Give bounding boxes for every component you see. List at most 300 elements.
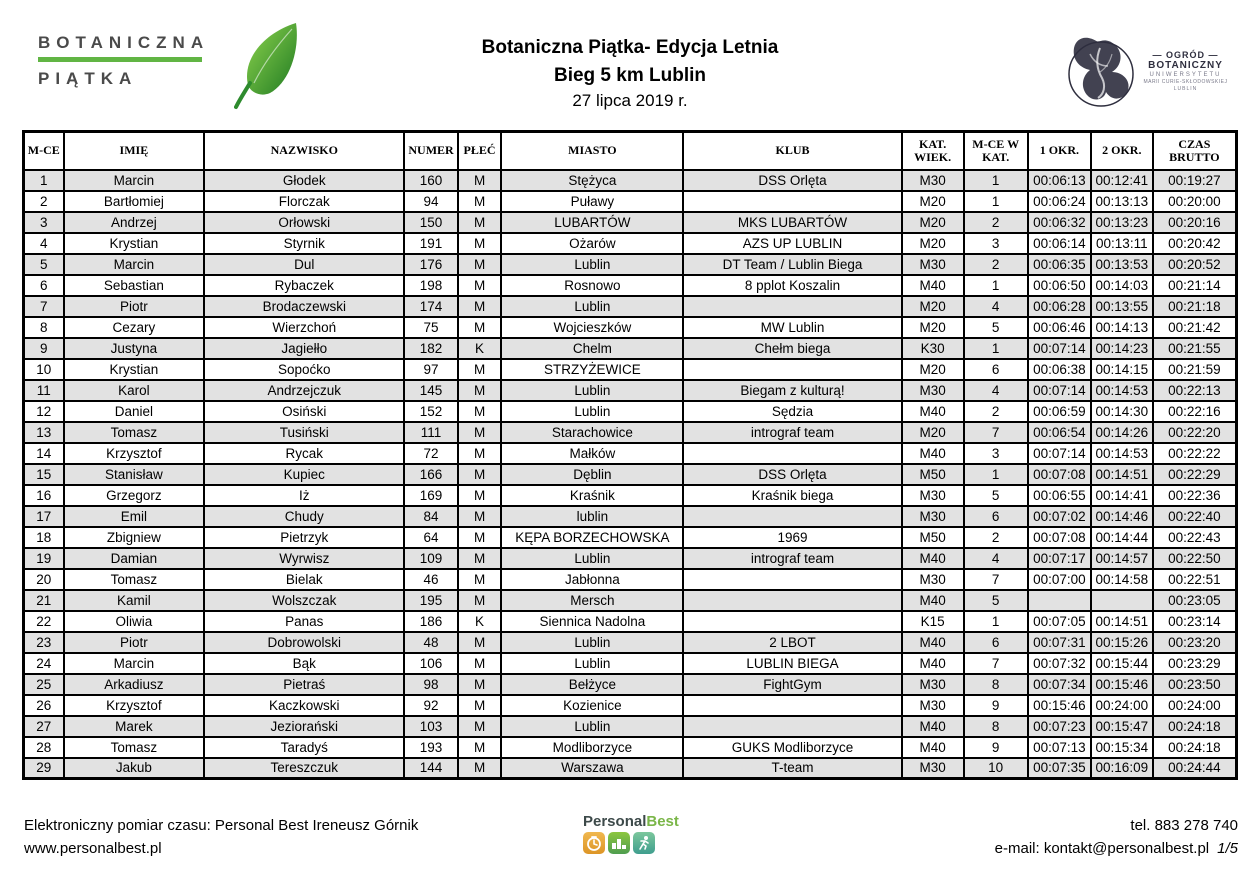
table-cell: M30 bbox=[902, 506, 964, 527]
table-cell: Kraśnik bbox=[501, 485, 683, 506]
table-cell: M30 bbox=[902, 170, 964, 191]
table-cell: 00:20:16 bbox=[1153, 212, 1237, 233]
table-cell: 8 bbox=[964, 716, 1028, 737]
table-cell: STRZYŻEWICE bbox=[501, 359, 683, 380]
table-cell: Justyna bbox=[64, 338, 205, 359]
table-cell: Dobrowolski bbox=[204, 632, 404, 653]
table-cell: 8 bbox=[24, 317, 64, 338]
table-cell: LUBARTÓW bbox=[501, 212, 683, 233]
table-cell: Stanisław bbox=[64, 464, 205, 485]
table-cell: Jagiełło bbox=[204, 338, 404, 359]
table-cell: 00:07:14 bbox=[1028, 443, 1091, 464]
page-header bbox=[0, 0, 1260, 128]
table-cell bbox=[683, 443, 901, 464]
table-cell: 5 bbox=[964, 317, 1028, 338]
table-cell: 10 bbox=[24, 359, 64, 380]
table-cell: 176 bbox=[404, 254, 457, 275]
table-cell: 00:15:34 bbox=[1091, 737, 1153, 758]
table-cell: 00:06:50 bbox=[1028, 275, 1091, 296]
table-cell: Mersch bbox=[501, 590, 683, 611]
table-cell: GUKS Modliborzyce bbox=[683, 737, 901, 758]
table-cell bbox=[1091, 590, 1153, 611]
table-cell: 00:06:46 bbox=[1028, 317, 1091, 338]
table-cell: 00:14:41 bbox=[1091, 485, 1153, 506]
table-cell: 00:14:53 bbox=[1091, 443, 1153, 464]
table-cell: M bbox=[458, 653, 502, 674]
table-cell: 00:14:23 bbox=[1091, 338, 1153, 359]
table-cell: 00:23:29 bbox=[1153, 653, 1237, 674]
table-cell: 00:07:14 bbox=[1028, 380, 1091, 401]
table-cell: 00:22:51 bbox=[1153, 569, 1237, 590]
table-cell: M bbox=[458, 506, 502, 527]
table-row bbox=[24, 548, 1237, 569]
table-cell: Jabłonna bbox=[501, 569, 683, 590]
table-cell: Lublin bbox=[501, 716, 683, 737]
table-cell: Lublin bbox=[501, 653, 683, 674]
table-cell: 00:21:55 bbox=[1153, 338, 1237, 359]
table-cell: 92 bbox=[404, 695, 457, 716]
table-cell: 166 bbox=[404, 464, 457, 485]
column-header: 1 OKR. bbox=[1028, 132, 1091, 170]
table-cell: Arkadiusz bbox=[64, 674, 205, 695]
table-cell: LUBLIN BIEGA bbox=[683, 653, 901, 674]
logo-line2: PIĄTKA bbox=[38, 69, 138, 88]
table-cell: 29 bbox=[24, 758, 64, 779]
table-cell: 00:22:29 bbox=[1153, 464, 1237, 485]
table-cell: 75 bbox=[404, 317, 457, 338]
table-cell: Starachowice bbox=[501, 422, 683, 443]
table-cell: 1 bbox=[964, 170, 1028, 191]
column-header: MIASTO bbox=[501, 132, 683, 170]
table-cell: 1 bbox=[964, 611, 1028, 632]
table-cell: 00:13:53 bbox=[1091, 254, 1153, 275]
table-cell: 00:20:52 bbox=[1153, 254, 1237, 275]
table-cell: DT Team / Lublin Biega bbox=[683, 254, 901, 275]
table-cell: 2 bbox=[964, 401, 1028, 422]
table-cell: 00:22:40 bbox=[1153, 506, 1237, 527]
table-cell: M30 bbox=[902, 674, 964, 695]
table-cell: Kamil bbox=[64, 590, 205, 611]
table-cell bbox=[683, 695, 901, 716]
table-cell: 46 bbox=[404, 569, 457, 590]
table-cell: M40 bbox=[902, 653, 964, 674]
table-cell: lublin bbox=[501, 506, 683, 527]
table-cell: M bbox=[458, 296, 502, 317]
runner-icon bbox=[633, 832, 655, 854]
table-cell: Grzegorz bbox=[64, 485, 205, 506]
table-cell: 186 bbox=[404, 611, 457, 632]
table-cell: M bbox=[458, 233, 502, 254]
table-row bbox=[24, 212, 1237, 233]
table-cell: 00:12:41 bbox=[1091, 170, 1153, 191]
table-cell: M bbox=[458, 422, 502, 443]
table-cell: M bbox=[458, 716, 502, 737]
table-cell: 00:14:15 bbox=[1091, 359, 1153, 380]
table-cell: 5 bbox=[964, 485, 1028, 506]
table-cell: 3 bbox=[964, 443, 1028, 464]
table-cell: M40 bbox=[902, 590, 964, 611]
table-cell: 00:23:50 bbox=[1153, 674, 1237, 695]
table-cell: 1 bbox=[964, 191, 1028, 212]
personalbest-icons bbox=[583, 832, 703, 854]
table-cell: 00:07:08 bbox=[1028, 464, 1091, 485]
table-cell: M bbox=[458, 359, 502, 380]
table-cell: 4 bbox=[964, 380, 1028, 401]
table-cell: 169 bbox=[404, 485, 457, 506]
table-cell: 24 bbox=[24, 653, 64, 674]
table-cell: Marcin bbox=[64, 653, 205, 674]
table-cell: 19 bbox=[24, 548, 64, 569]
table-cell: 97 bbox=[404, 359, 457, 380]
table-cell: M30 bbox=[902, 695, 964, 716]
table-cell: Tomasz bbox=[64, 422, 205, 443]
table-cell: M bbox=[458, 170, 502, 191]
table-row bbox=[24, 401, 1237, 422]
results-table-body bbox=[24, 170, 1237, 779]
table-cell: Cezary bbox=[64, 317, 205, 338]
table-cell: Kozienice bbox=[501, 695, 683, 716]
table-cell: 182 bbox=[404, 338, 457, 359]
table-cell: 00:13:13 bbox=[1091, 191, 1153, 212]
table-cell: 00:15:46 bbox=[1028, 695, 1091, 716]
table-cell: M bbox=[458, 590, 502, 611]
title-line2: Bieg 5 km Lublin bbox=[553, 64, 707, 86]
table-cell: M bbox=[458, 317, 502, 338]
table-cell: 00:23:14 bbox=[1153, 611, 1237, 632]
table-cell: Bąk bbox=[204, 653, 404, 674]
table-cell: Wierzchoń bbox=[204, 317, 404, 338]
table-cell: Kraśnik biega bbox=[683, 485, 901, 506]
table-cell: 00:14:58 bbox=[1091, 569, 1153, 590]
table-row bbox=[24, 275, 1237, 296]
table-row bbox=[24, 380, 1237, 401]
table-cell: 2 LBOT bbox=[683, 632, 901, 653]
table-cell: 00:14:03 bbox=[1091, 275, 1153, 296]
table-cell: 00:14:26 bbox=[1091, 422, 1153, 443]
table-cell: 00:14:51 bbox=[1091, 464, 1153, 485]
personalbest-word-best: Best bbox=[646, 813, 679, 830]
table-cell: Chelm bbox=[501, 338, 683, 359]
table-cell: Iż bbox=[204, 485, 404, 506]
table-cell: 4 bbox=[24, 233, 64, 254]
table-cell: Biegam z kulturą! bbox=[683, 380, 901, 401]
table-cell: 27 bbox=[24, 716, 64, 737]
table-cell: Jakub bbox=[64, 758, 205, 779]
table-cell: 00:06:13 bbox=[1028, 170, 1091, 191]
table-cell: 00:21:42 bbox=[1153, 317, 1237, 338]
table-row bbox=[24, 359, 1237, 380]
table-cell: M30 bbox=[902, 254, 964, 275]
table-cell: Brodaczewski bbox=[204, 296, 404, 317]
table-row bbox=[24, 443, 1237, 464]
table-cell: 109 bbox=[404, 548, 457, 569]
table-cell: Lublin bbox=[501, 296, 683, 317]
personalbest-word-personal: Personal bbox=[583, 813, 647, 830]
table-cell: Bielak bbox=[204, 569, 404, 590]
table-row bbox=[24, 233, 1237, 254]
botanical-garden-logo bbox=[1060, 28, 1230, 118]
table-cell: 48 bbox=[404, 632, 457, 653]
table-row bbox=[24, 716, 1237, 737]
table-cell: 94 bbox=[404, 191, 457, 212]
table-cell: 9 bbox=[24, 338, 64, 359]
table-cell: 6 bbox=[964, 359, 1028, 380]
table-cell: 00:20:00 bbox=[1153, 191, 1237, 212]
table-row bbox=[24, 611, 1237, 632]
table-cell: Puławy bbox=[501, 191, 683, 212]
garden-logo-line5: LUBLIN bbox=[1173, 86, 1198, 92]
table-cell: Tereszczuk bbox=[204, 758, 404, 779]
table-cell: M20 bbox=[902, 422, 964, 443]
table-cell: M50 bbox=[902, 464, 964, 485]
table-cell: 8 pplot Koszalin bbox=[683, 275, 901, 296]
table-cell: 00:22:16 bbox=[1153, 401, 1237, 422]
column-header: KAT. WIEK. bbox=[902, 132, 964, 170]
table-cell: Orłowski bbox=[204, 212, 404, 233]
personalbest-wordmark bbox=[583, 813, 703, 830]
table-cell: 15 bbox=[24, 464, 64, 485]
table-cell: 18 bbox=[24, 527, 64, 548]
table-cell: Chudy bbox=[204, 506, 404, 527]
table-cell: Ożarów bbox=[501, 233, 683, 254]
table-cell: intrograf team bbox=[683, 422, 901, 443]
table-cell: M20 bbox=[902, 212, 964, 233]
table-cell: M30 bbox=[902, 380, 964, 401]
table-cell: 00:22:43 bbox=[1153, 527, 1237, 548]
table-cell: 111 bbox=[404, 422, 457, 443]
table-cell: 6 bbox=[24, 275, 64, 296]
table-cell: 2 bbox=[964, 254, 1028, 275]
table-cell: 7 bbox=[964, 653, 1028, 674]
table-cell: 00:07:13 bbox=[1028, 737, 1091, 758]
table-cell: 00:06:54 bbox=[1028, 422, 1091, 443]
table-cell: M bbox=[458, 401, 502, 422]
table-cell: Lublin bbox=[501, 254, 683, 275]
table-cell: 16 bbox=[24, 485, 64, 506]
table-cell: Rosnowo bbox=[501, 275, 683, 296]
table-cell: Piotr bbox=[64, 632, 205, 653]
table-cell: T-team bbox=[683, 758, 901, 779]
table-cell: M bbox=[458, 275, 502, 296]
table-cell: Pietraś bbox=[204, 674, 404, 695]
table-cell: Emil bbox=[64, 506, 205, 527]
table-cell: 103 bbox=[404, 716, 457, 737]
table-cell: 5 bbox=[24, 254, 64, 275]
table-cell: Lublin bbox=[501, 401, 683, 422]
table-cell: 195 bbox=[404, 590, 457, 611]
table-cell: Oliwia bbox=[64, 611, 205, 632]
table-cell: M bbox=[458, 674, 502, 695]
table-header-row bbox=[24, 132, 1237, 170]
table-cell: 00:14:57 bbox=[1091, 548, 1153, 569]
column-header: NUMER bbox=[404, 132, 457, 170]
table-cell: 1 bbox=[24, 170, 64, 191]
table-cell: M bbox=[458, 527, 502, 548]
table-cell: 7 bbox=[964, 569, 1028, 590]
table-row bbox=[24, 653, 1237, 674]
table-cell: 84 bbox=[404, 506, 457, 527]
table-cell: 00:24:18 bbox=[1153, 716, 1237, 737]
table-cell: AZS UP LUBLIN bbox=[683, 233, 901, 254]
table-cell: 00:07:14 bbox=[1028, 338, 1091, 359]
table-cell: 9 bbox=[964, 737, 1028, 758]
results-table-container bbox=[22, 130, 1238, 780]
table-row bbox=[24, 506, 1237, 527]
table-cell: Lublin bbox=[501, 380, 683, 401]
table-cell: 00:24:00 bbox=[1153, 695, 1237, 716]
table-cell: K30 bbox=[902, 338, 964, 359]
table-cell: M40 bbox=[902, 401, 964, 422]
table-cell: M40 bbox=[902, 716, 964, 737]
table-cell: 144 bbox=[404, 758, 457, 779]
table-cell: Głodek bbox=[204, 170, 404, 191]
table-cell: Sopoćko bbox=[204, 359, 404, 380]
table-row bbox=[24, 422, 1237, 443]
table-cell bbox=[683, 506, 901, 527]
table-cell: K15 bbox=[902, 611, 964, 632]
table-cell: 00:13:11 bbox=[1091, 233, 1153, 254]
website-text: www.personalbest.pl bbox=[24, 839, 162, 857]
table-cell: Sędzia bbox=[683, 401, 901, 422]
table-cell: MW Lublin bbox=[683, 317, 901, 338]
column-header: 2 OKR. bbox=[1091, 132, 1153, 170]
table-cell bbox=[683, 296, 901, 317]
table-cell: Małków bbox=[501, 443, 683, 464]
table-cell: 00:13:55 bbox=[1091, 296, 1153, 317]
title-line1: Botaniczna Piątka- Edycja Letnia bbox=[481, 37, 779, 58]
table-cell: M bbox=[458, 737, 502, 758]
table-cell: Sebastian bbox=[64, 275, 205, 296]
table-cell: 00:06:59 bbox=[1028, 401, 1091, 422]
table-cell: 2 bbox=[24, 191, 64, 212]
table-row bbox=[24, 632, 1237, 653]
table-cell: Lublin bbox=[501, 632, 683, 653]
table-cell: 00:06:55 bbox=[1028, 485, 1091, 506]
table-cell: Kaczkowski bbox=[204, 695, 404, 716]
table-cell: 00:22:20 bbox=[1153, 422, 1237, 443]
email-text: e-mail: kontakt@personalbest.pl bbox=[994, 839, 1210, 857]
table-cell: MKS LUBARTÓW bbox=[683, 212, 901, 233]
table-cell: M bbox=[458, 695, 502, 716]
column-header: IMIĘ bbox=[64, 132, 205, 170]
table-cell: 2 bbox=[964, 527, 1028, 548]
phone-text: tel. 883 278 740 bbox=[1130, 817, 1238, 834]
table-cell: 7 bbox=[24, 296, 64, 317]
table-cell: Tomasz bbox=[64, 737, 205, 758]
table-cell: 3 bbox=[24, 212, 64, 233]
table-cell: 160 bbox=[404, 170, 457, 191]
table-cell: 00:06:38 bbox=[1028, 359, 1091, 380]
table-cell: 8 bbox=[964, 674, 1028, 695]
table-cell: M50 bbox=[902, 527, 964, 548]
table-row bbox=[24, 338, 1237, 359]
table-cell: 00:15:47 bbox=[1091, 716, 1153, 737]
table-cell: Chełm biega bbox=[683, 338, 901, 359]
table-cell: M bbox=[458, 380, 502, 401]
table-cell: Pietrzyk bbox=[204, 527, 404, 548]
table-cell: 00:19:27 bbox=[1153, 170, 1237, 191]
table-cell: DSS Orlęta bbox=[683, 170, 901, 191]
page-number: 1/5 bbox=[1217, 839, 1238, 857]
iris-flower-icon bbox=[1060, 28, 1142, 119]
table-cell: 64 bbox=[404, 527, 457, 548]
table-cell: M bbox=[458, 191, 502, 212]
table-cell: Dęblin bbox=[501, 464, 683, 485]
table-cell: M20 bbox=[902, 296, 964, 317]
garden-logo-line2: BOTANICZNY bbox=[1148, 60, 1223, 71]
table-row bbox=[24, 674, 1237, 695]
table-cell: Stężyca bbox=[501, 170, 683, 191]
table-row bbox=[24, 464, 1237, 485]
table-cell: 00:21:59 bbox=[1153, 359, 1237, 380]
table-cell bbox=[683, 611, 901, 632]
table-cell: M bbox=[458, 632, 502, 653]
table-row bbox=[24, 254, 1237, 275]
table-cell: 00:06:35 bbox=[1028, 254, 1091, 275]
table-cell: 28 bbox=[24, 737, 64, 758]
table-cell bbox=[1028, 590, 1091, 611]
table-cell: Damian bbox=[64, 548, 205, 569]
table-cell: Wyrwisz bbox=[204, 548, 404, 569]
table-cell: Rybaczek bbox=[204, 275, 404, 296]
stopwatch-icon bbox=[583, 832, 605, 854]
table-cell: 191 bbox=[404, 233, 457, 254]
table-cell: 14 bbox=[24, 443, 64, 464]
table-cell: Kupiec bbox=[204, 464, 404, 485]
table-cell: 00:24:44 bbox=[1153, 758, 1237, 779]
table-cell: 00:21:14 bbox=[1153, 275, 1237, 296]
table-row bbox=[24, 569, 1237, 590]
table-cell: 00:07:35 bbox=[1028, 758, 1091, 779]
table-cell: Tomasz bbox=[64, 569, 205, 590]
table-cell: 13 bbox=[24, 422, 64, 443]
table-cell: 00:06:14 bbox=[1028, 233, 1091, 254]
table-cell: M bbox=[458, 254, 502, 275]
table-cell: 00:06:28 bbox=[1028, 296, 1091, 317]
timing-provider-text: Elektroniczny pomiar czasu: Personal Best Ireneusz Górnik bbox=[24, 817, 419, 834]
table-row bbox=[24, 695, 1237, 716]
column-header: PŁEĆ bbox=[458, 132, 502, 170]
table-cell: Styrnik bbox=[204, 233, 404, 254]
table-cell: 00:22:13 bbox=[1153, 380, 1237, 401]
table-cell: K bbox=[458, 611, 502, 632]
table-cell: 145 bbox=[404, 380, 457, 401]
table-row bbox=[24, 296, 1237, 317]
column-header: M-CE W KAT. bbox=[964, 132, 1028, 170]
table-cell: 1 bbox=[964, 464, 1028, 485]
table-cell: M bbox=[458, 569, 502, 590]
table-cell: 198 bbox=[404, 275, 457, 296]
table-cell: 193 bbox=[404, 737, 457, 758]
table-cell: 00:14:44 bbox=[1091, 527, 1153, 548]
table-cell: Rycak bbox=[204, 443, 404, 464]
column-header: KLUB bbox=[683, 132, 901, 170]
garden-logo-line3: UNIWERSYTETU bbox=[1149, 72, 1222, 78]
table-row bbox=[24, 317, 1237, 338]
table-cell: 11 bbox=[24, 380, 64, 401]
table-cell: M40 bbox=[902, 443, 964, 464]
table-cell: 20 bbox=[24, 569, 64, 590]
title-line3: 27 lipca 2019 r. bbox=[572, 91, 688, 111]
table-cell: Wojcieszków bbox=[501, 317, 683, 338]
table-cell: 00:22:50 bbox=[1153, 548, 1237, 569]
table-cell: Panas bbox=[204, 611, 404, 632]
table-cell: Modliborzyce bbox=[501, 737, 683, 758]
table-cell: Andrzej bbox=[64, 212, 205, 233]
table-cell: 1 bbox=[964, 338, 1028, 359]
table-cell: M bbox=[458, 485, 502, 506]
table-cell: 26 bbox=[24, 695, 64, 716]
